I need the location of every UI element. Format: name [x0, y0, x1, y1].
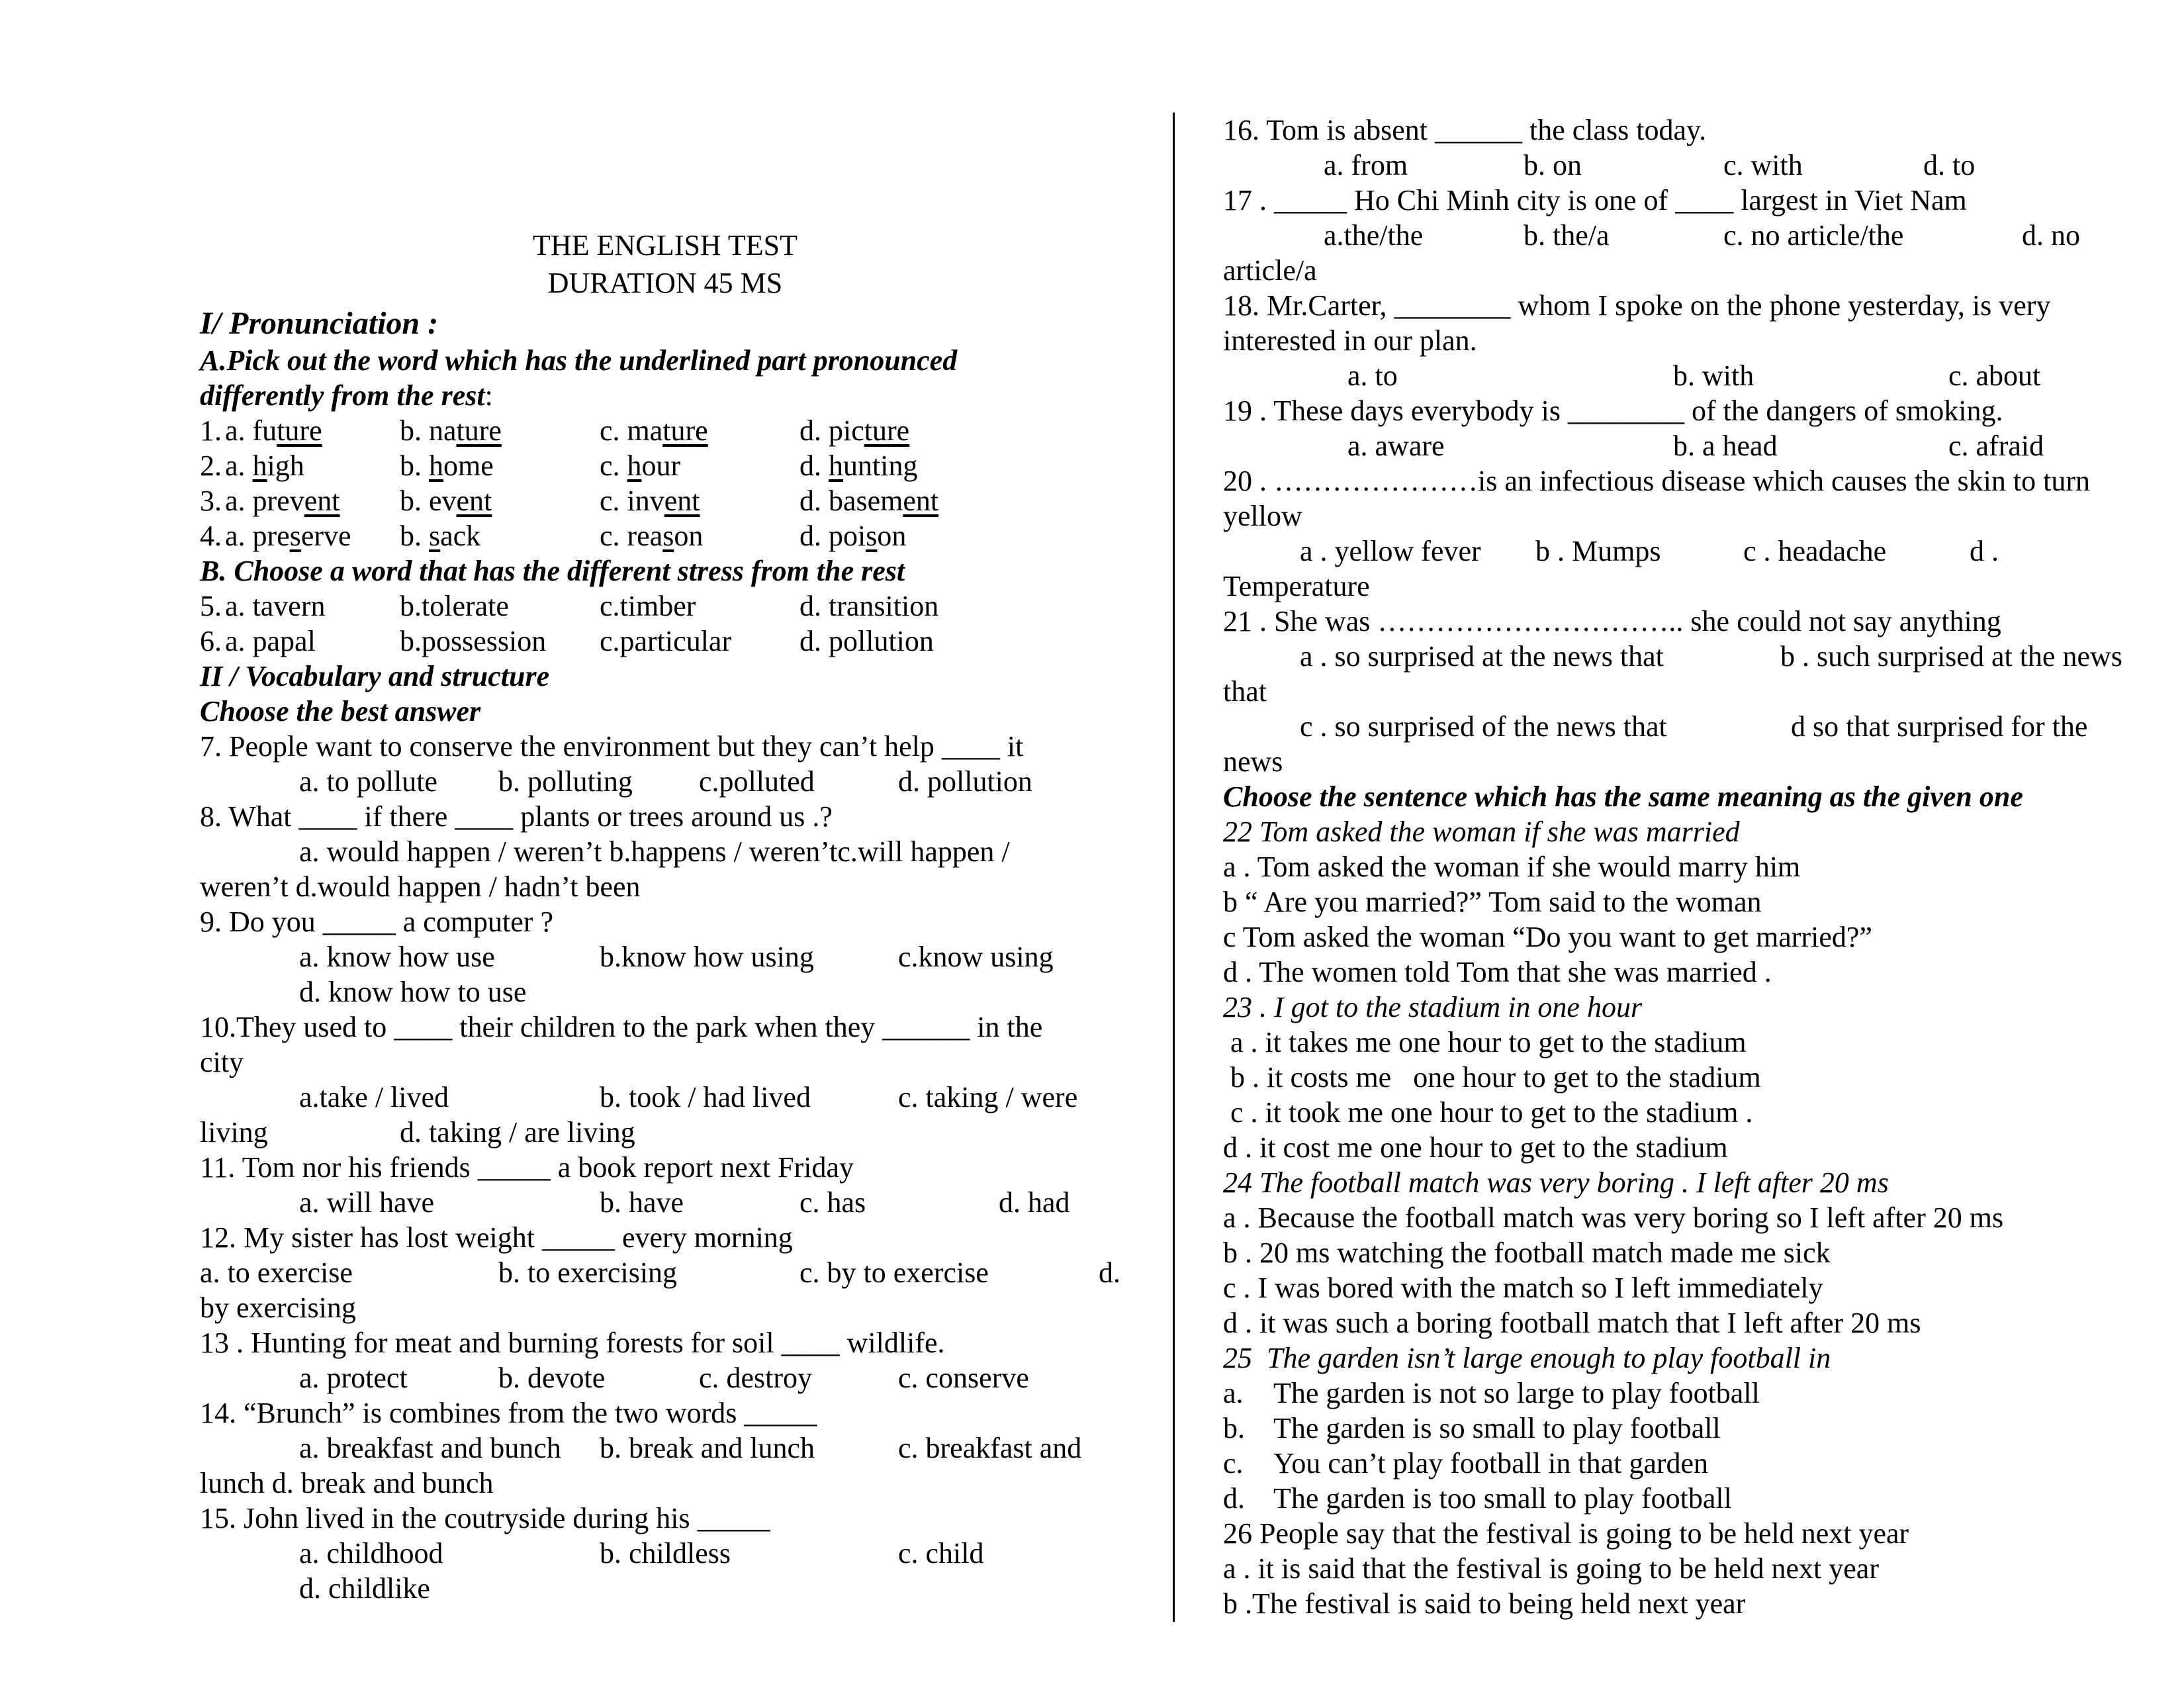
q8-options-line2: weren’t d.would happen / hadn’t been [200, 870, 641, 903]
q13-option-a: a. protect [299, 1362, 408, 1394]
q17-option-b: b. the/a [1524, 219, 1610, 252]
q18-option-c: c. about [1948, 359, 2041, 392]
question-10-cont: city [200, 1046, 244, 1078]
q14-option-b: b. break and lunch [600, 1432, 815, 1464]
q13-option-d: c. conserve [898, 1362, 1029, 1394]
q5-option-b: b.tolerate [400, 590, 509, 622]
question-8: 8. What ____ if there ____ plants or trees around us .? [200, 800, 833, 833]
q6-option-b: b.possession [400, 625, 547, 657]
column-divider [1173, 113, 1175, 1622]
question-6-number: 6. [200, 625, 222, 657]
question-23: 23 . I got to the stadium in one hour [1223, 991, 1643, 1023]
question-3-number: 3. [200, 485, 222, 517]
q3-option-d: d. basement [799, 485, 939, 517]
q20-option-c: c . headache [1743, 535, 1887, 567]
part-a-instruction: A.Pick out the word which has the underlined part pronounced [200, 344, 958, 377]
q12-option-d-cont: by exercising [200, 1291, 356, 1324]
q4-option-d: d. poison [799, 520, 907, 552]
q14-option-c: c. breakfast and [898, 1432, 1082, 1464]
q23-option-b: b . it costs me one hour to get to the stadium [1223, 1061, 1761, 1094]
question-24: 24 The football match was very boring . I left after 20 ms [1223, 1166, 1889, 1199]
q15-option-c: c. child [898, 1537, 984, 1570]
part-a-instruction-cont: differently from the rest: [200, 379, 493, 412]
q7-option-b: b. polluting [498, 765, 633, 798]
q14-options-line2: lunch d. break and bunch [200, 1467, 494, 1499]
q21-option-a: a . so surprised at the news that [1300, 640, 1664, 673]
q11-option-a: a. will have [299, 1186, 435, 1219]
q24-option-d: d . it was such a boring football match that I left after 20 ms [1223, 1307, 1921, 1339]
q8-options-line1: a. would happen / weren’t b.happens / weren’tc.will happen / [299, 835, 1010, 868]
q23-option-c: c . it took me one hour to get to the stadium . [1223, 1096, 1753, 1129]
q11-option-c: c. has [799, 1186, 866, 1219]
q20-option-a: a . yellow fever [1300, 535, 1481, 567]
q23-option-a: a . it takes me one hour to get to the stadium [1223, 1026, 1747, 1058]
q17-option-d: d. no [2022, 219, 2080, 252]
q17-option-a: a.the/the [1324, 219, 1424, 252]
section-transformation-instruction: Choose the sentence which has the same meaning as the given one [1223, 780, 2023, 813]
q3-option-c: c. invent [600, 485, 700, 517]
question-22: 22 Tom asked the woman if she was married [1223, 816, 1740, 848]
q1-option-d: d. picture [799, 414, 910, 447]
q7-option-d: d. pollution [898, 765, 1032, 798]
q11-option-b: b. have [600, 1186, 684, 1219]
q26-option-a: a . it is said that the festival is going to be held next year [1223, 1552, 1879, 1585]
q21-option-c: c . so surprised of the news that [1300, 710, 1667, 743]
question-12: 12. My sister has lost weight _____ every morning [200, 1221, 793, 1254]
question-13: 13 . Hunting for meat and burning forests for soil ____ wildlife. [200, 1327, 945, 1359]
q3-option-b: b. event [400, 485, 492, 517]
q12-option-b: b. to exercising [498, 1256, 678, 1289]
q2-option-b: b. home [400, 449, 494, 482]
question-10: 10.They used to ____ their children to the park when they ______ in the [200, 1011, 1043, 1043]
question-20-cont: yellow [1223, 500, 1302, 532]
q11-option-d: d. had [999, 1186, 1070, 1219]
q10-option-b: b. took / had lived [600, 1081, 811, 1113]
q16-option-a: a. from [1324, 149, 1408, 181]
q1-option-b: b. nature [400, 414, 502, 447]
q10-option-c-cont: living [200, 1116, 268, 1149]
q1-option-a: a. future [225, 414, 322, 447]
q13-option-b: b. devote [498, 1362, 606, 1394]
q20-option-d-cont: Temperature [1223, 570, 1370, 602]
q20-option-b: b . Mumps [1535, 535, 1661, 567]
q5-option-c: c.timber [600, 590, 696, 622]
question-2-number: 2. [200, 449, 222, 482]
question-21: 21 . She was ………………………….. she could not say anything [1223, 605, 2001, 637]
q15-option-d: d. childlike [299, 1572, 430, 1605]
q9-option-c: c.know using [898, 941, 1054, 973]
q3-option-a: a. prevent [225, 485, 340, 517]
q20-option-d: d . [1970, 535, 1999, 567]
q21-option-b: b . such surprised at the news [1780, 640, 2122, 673]
q2-option-d: d. hunting [799, 449, 918, 482]
question-1-number: 1. [200, 414, 222, 447]
q10-option-c: c. taking / were [898, 1081, 1078, 1113]
question-4-number: 4. [200, 520, 222, 552]
q17-option-c: c. no article/the [1723, 219, 1904, 252]
q22-option-a: a . Tom asked the woman if she would marry him [1223, 851, 1801, 883]
q21-option-d-cont: news [1223, 745, 1283, 778]
test-title: THE ENGLISH TEST [532, 229, 798, 261]
q14-option-a: a. breakfast and bunch [299, 1432, 561, 1464]
test-duration: DURATION 45 MS [547, 267, 783, 299]
q4-option-c: c. reason [600, 520, 704, 552]
question-11: 11. Tom nor his friends _____ a book report next Friday [200, 1151, 854, 1184]
q25-option-d: The garden is too small to play football [1273, 1482, 1732, 1515]
q17-option-d-cont: article/a [1223, 254, 1317, 287]
q4-option-b: b. sack [400, 520, 481, 552]
q9-option-b: b.know how using [600, 941, 814, 973]
question-17: 17 . _____ Ho Chi Minh city is one of ____ largest in Viet Nam [1223, 184, 1967, 216]
q22-option-d: d . The women told Tom that she was married . [1223, 956, 1772, 988]
q10-option-d: d. taking / are living [400, 1116, 635, 1149]
question-14: 14. “Brunch” is combines from the two words _____ [200, 1397, 817, 1429]
q12-option-c: c. by to exercise [799, 1256, 989, 1289]
q9-option-d: d. know how to use [299, 976, 527, 1008]
q18-option-b: b. with [1673, 359, 1754, 392]
q23-option-d: d . it cost me one hour to get to the stadium [1223, 1131, 1728, 1164]
question-9: 9. Do you _____ a computer ? [200, 906, 553, 938]
q5-option-d: d. transition [799, 590, 939, 622]
q24-option-b: b . 20 ms watching the football match made me sick [1223, 1237, 1831, 1269]
q26-option-b: b .The festival is said to being held next year [1223, 1587, 1746, 1620]
q16-option-d: d. to [1923, 149, 1976, 181]
q6-option-a: a. papal [225, 625, 316, 657]
question-20: 20 . …………………is an infectious disease which causes the skin to turn [1223, 465, 2091, 497]
q19-option-b: b. a head [1673, 430, 1778, 462]
q22-option-b: b “ Are you married?” Tom said to the woman [1223, 886, 1762, 918]
q7-option-a: a. to pollute [299, 765, 437, 798]
q5-option-a: a. tavern [225, 590, 326, 622]
q13-option-c: c. destroy [699, 1362, 813, 1394]
q6-option-c: c.particular [600, 625, 732, 657]
q24-option-c: c . I was bored with the match so I left immediately [1223, 1272, 1823, 1304]
question-26: 26 People say that the festival is going to be held next year [1223, 1517, 1909, 1550]
q1-option-c: c. mature [600, 414, 708, 447]
question-7: 7. People want to conserve the environment but they can’t help ____ it [200, 730, 1024, 763]
q25-option-a-letter: a. [1223, 1377, 1244, 1409]
q16-option-b: b. on [1524, 149, 1582, 181]
q25-option-b-letter: b. [1223, 1412, 1245, 1444]
q15-option-b: b. childless [600, 1537, 731, 1570]
q25-option-c-letter: c. [1223, 1447, 1244, 1479]
part-b-instruction: B. Choose a word that has the different stress from the rest [200, 555, 905, 587]
section-vocabulary-instruction: Choose the best answer [200, 695, 481, 727]
question-15: 15. John lived in the coutryside during his _____ [200, 1502, 770, 1534]
q24-option-a: a . Because the football match was very boring so I left after 20 ms [1223, 1201, 2004, 1234]
question-19: 19 . These days everybody is ________ of the dangers of smoking. [1223, 395, 2003, 427]
q16-option-c: c. with [1723, 149, 1803, 181]
q19-option-a: a. aware [1347, 430, 1445, 462]
q12-option-a: a. to exercise [200, 1256, 353, 1289]
q25-option-c: You can’t play football in that garden [1273, 1447, 1709, 1479]
q18-option-a: a. to [1347, 359, 1398, 392]
q12-option-d: d. [1099, 1256, 1120, 1289]
section-vocabulary-title: II / Vocabulary and structure [200, 660, 550, 692]
question-5-number: 5. [200, 590, 222, 622]
q9-option-a: a. know how use [299, 941, 495, 973]
q2-option-a: a. high [225, 449, 304, 482]
q25-option-a: The garden is not so large to play football [1273, 1377, 1760, 1409]
section-pronunciation-title: I/ Pronunciation : [200, 306, 439, 341]
question-25: 25 The garden isn’t large enough to play football in [1223, 1342, 1831, 1374]
q19-option-c: c. afraid [1948, 430, 2044, 462]
q22-option-c: c Tom asked the woman “Do you want to get married?” [1223, 921, 1872, 953]
question-18: 18. Mr.Carter, ________ whom I spoke on the phone yesterday, is very [1223, 289, 2051, 322]
q4-option-a: a. preserve [225, 520, 351, 552]
q10-option-a: a.take / lived [299, 1081, 449, 1113]
q21-option-b-cont: that [1223, 675, 1267, 708]
question-16: 16. Tom is absent ______ the class today. [1223, 114, 1707, 146]
q6-option-d: d. pollution [799, 625, 934, 657]
q7-option-c: c.polluted [699, 765, 815, 798]
q21-option-d: d so that surprised for the [1791, 710, 2088, 743]
q15-option-a: a. childhood [299, 1537, 443, 1570]
q25-option-d-letter: d. [1223, 1482, 1245, 1515]
question-18-cont: interested in our plan. [1223, 324, 1477, 357]
q25-option-b: The garden is so small to play football [1273, 1412, 1721, 1444]
q2-option-c: c. hour [600, 449, 681, 482]
